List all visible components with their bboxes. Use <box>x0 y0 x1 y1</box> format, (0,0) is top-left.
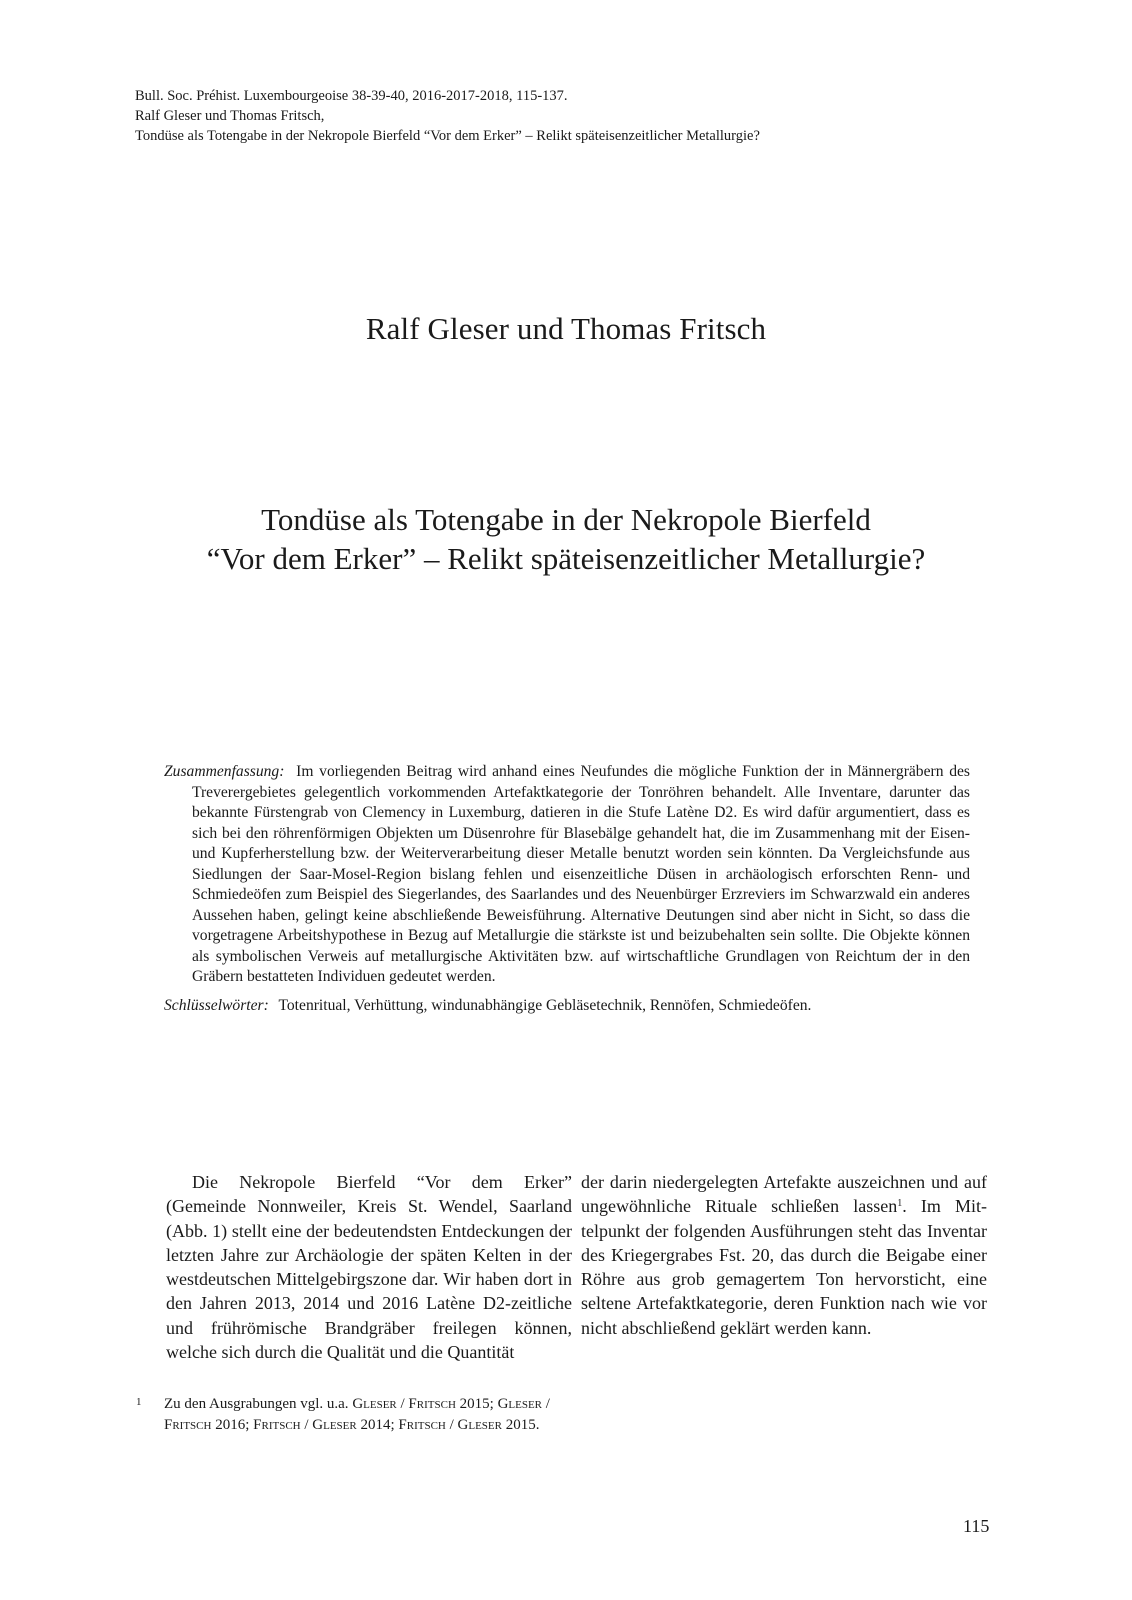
header-authors: Ralf Gleser und Thomas Fritsch, <box>135 108 325 124</box>
footnote-segment: 2016; <box>215 1417 250 1433</box>
footnote-segment: 2014; <box>360 1417 395 1433</box>
abstract-text: Im vorliegenden Beitrag wird anhand eines Neufundes die mögliche Funktion der in Männergräbern des Treverergebietes gelegentlich vorkommenden Artefaktkategorie der Tonröhren behandelt. Alle Inventare, darunter das bekannte Fürstengrab von Clemency in Luxemburg, datieren in die Stufe Latène D2. Es wird dafür argumentiert, dass es sich bei den röhrenförmigen Objekten um Düsenrohre für Blasebälge gehandelt hat, die im Zusammenhang mit der Eisen- und Kupferherstellung bzw. der Weiterverarbeitung dieser Metalle benutzt worden sein könnten. Da Vergleichsfunde aus Siedlungen der Saar-Mosel-Region bislang fehlen und eisenzeitliche Düsen in archäologisch erforschten Renn- und Schmiedeöfen zum Beispiel des Siegerlandes, des Saarlandes und des Neuenbürger Erzreviers im Schwarzwald ein anderes Aussehen haben, gelingt keine abschließende Beweisführung. Alternative Deutungen sind aber nicht in Sicht, so dass die vorgetragene Arbeitshypothese in Bezug auf Metallurgie die stärkste ist und beizubehalten sein sollte. Die Objekte können als symbolischen Verweis auf metallurgische Aktivitäten bzw. auf wirtschaftliche Grundlagen von Reichtum der in den Gräbern bestatteten Individuen gedeutet werden. <box>192 763 970 985</box>
body-column-left: Die Nekropole Bierfeld “Vor dem Erker” (Gemeinde Nonnweiler, Kreis St. Wendel, Saarland (Abb. 1) stellt eine der bedeutendsten Entdeckungen der letzten Jahre zur Archäologie der späten Kelten in der westdeutschen Mittelgebirgszone dar. Wir haben dort in den Jahren 2013, 2014 und 2016 Latène D2-zeitliche und frührömische Brandgräber freilegen können, welche sich durch die Qualität und die Quantität <box>166 1172 572 1363</box>
title-line-1: Tondüse als Totengabe in der Nekropole Bierfeld <box>261 502 871 537</box>
keywords-label: Schlüsselwörter: <box>164 996 269 1014</box>
footnote-segment: Zu den Ausgrabungen vgl. u.a. <box>164 1396 349 1412</box>
footnote-citation-name: Fritsch / Gleser <box>398 1417 502 1433</box>
body-right-text-1: der darin niedergelegten Artefakte auszeichnen und auf ungewöhnliche Rituale schließen lassen <box>581 1172 987 1217</box>
abstract-block <box>164 762 970 1016</box>
title-line-2: “Vor dem Erker” – Relikt späteisenzeitlicher Metallurgie? <box>206 541 926 576</box>
footnote-citation-name: Gleser / Fritsch <box>164 1396 550 1433</box>
body-column-right <box>581 1170 987 1340</box>
page-number: 115 <box>963 1516 990 1536</box>
body-right-text-2: . Im Mittelpunkt der folgenden Ausführungen steht das Inventar des Kriegergrabes Fst. 20, das durch die Beigabe einer Röhre aus grob gemagertem Ton hervorsticht, eine seltene Artefaktkategorie, deren Funktion nach wie vor nicht abschließend geklärt werden kann. <box>581 1196 987 1338</box>
footnote <box>136 1394 574 1436</box>
keywords-text: Totenritual, Verhüttung, windunabhängige Gebläsetechnik, Rennöfen, Schmiedeöfen. <box>278 996 812 1014</box>
abstract <box>164 762 970 988</box>
footnote-segment: 2015; <box>459 1396 494 1412</box>
footnote-number: 1 <box>136 1396 142 1408</box>
footnote-reference[interactable]: 1 <box>897 1198 903 1210</box>
article-authors: Ralf Gleser und Thomas Fritsch <box>365 311 767 346</box>
article-title <box>0 500 1132 578</box>
footnote-segment: 2015. <box>505 1417 540 1433</box>
keywords <box>164 996 970 1017</box>
abstract-label: Zusammenfassung: <box>164 763 285 780</box>
footnote-citation-name: Gleser / Fritsch <box>352 1396 456 1412</box>
running-header <box>135 86 1015 146</box>
header-title: Tondüse als Totengabe in der Nekropole Bierfeld “Vor dem Erker” – Relikt späteisenzeitlicher Metallurgie? <box>135 128 760 144</box>
journal-citation: Bull. Soc. Préhist. Luxembourgeoise 38-39-40, 2016-2017-2018, 115-137. <box>135 88 568 104</box>
footnote-text <box>164 1394 574 1436</box>
footnote-citation-name: Fritsch / Gleser <box>253 1417 357 1433</box>
